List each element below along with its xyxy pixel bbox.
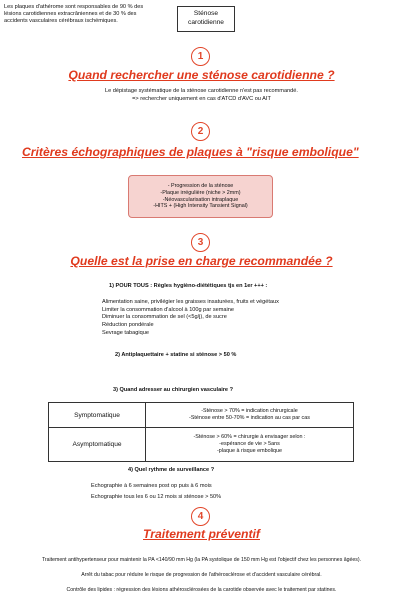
table-row (49, 403, 354, 428)
section-number-badge: 2 (191, 122, 210, 141)
prevention-paragraph: Contrôle des lipides : régression des lésions athérosclérosées de la carotide observée avec le traitement par statines. (66, 587, 337, 593)
section-number-badge: 1 (191, 47, 210, 66)
criteria-line: -Sténose > 60% = chirurgie à envisager selon : (193, 433, 306, 440)
section-title-3: Quelle est la prise en charge recommandée ? (70, 254, 333, 268)
topic-box (177, 6, 235, 32)
section1-line: => rechercher uniquement en cas d'ATCD d'AVC ou AIT (132, 95, 271, 102)
q1-item: Réduction pondérale (102, 322, 154, 329)
q1-list (102, 299, 279, 338)
section-title-4: Traitement préventif (143, 527, 260, 541)
section-number-badge: 4 (191, 507, 210, 526)
criteria-line: -espérance de vie > 5ans (219, 440, 280, 447)
criteria-line: -Sténose > 70% = indication chirurgicale (201, 407, 298, 414)
q1-item: Diminuer la consommation de sel (<5g/j), de sucre (102, 314, 227, 321)
section1-line: Le dépistage systématique de la sténose carotidienne n'est pas recommandé. (105, 88, 298, 94)
section1-text (0, 88, 403, 103)
section-title-1: Quand rechercher une sténose carotidienne ? (68, 68, 335, 82)
intro-line: lésions carotidiennes extracrâniennes et de 30 % des (4, 10, 137, 17)
intro-line: accidents vasculaires cérébraux ischémiques. (4, 17, 118, 24)
row-criteria (146, 428, 354, 462)
criteria-line: -Néovascularisation intraplaque (162, 196, 239, 203)
q1-title: 1) POUR TOUS : Règles hygièno-diététiques tjs en 1er +++ : (109, 283, 268, 289)
criteria-line: -HITS + (High Intensity Tansient Signal) (153, 203, 248, 210)
table-row (49, 428, 354, 462)
q1-item: Alimentation saine, privilégier les graisses insaturées, fruits et végétaux (102, 299, 279, 305)
q1-item: Limiter la consommation d'alcool à 100g par semaine (102, 306, 234, 313)
q3-title: 3) Quand adresser au chirurgien vasculaire ? (113, 387, 234, 393)
topic-line: Sténose (193, 10, 219, 18)
q4-item: Echographie à 6 semaines post op puis à 6 mois (91, 483, 212, 489)
q2-title: 2) Antiplaquettaire + statine si sténose > 50 % (115, 352, 237, 358)
criteria-line: - Progression de la sténose (167, 182, 234, 189)
surgery-table (48, 402, 354, 462)
criteria-line: -Plaque irrégulière (niche > 2mm) (160, 189, 241, 196)
criteria-line: -Sténose entre 50-70% = indication au cas par cas (189, 415, 310, 421)
prevention-paragraph: Arrêt du tabac pour réduire le risque de progression de l'athérosclérose et d'accident vasculaire cérébral. (81, 572, 322, 578)
q4-item: Echographie tous les 6 ou 12 mois si sténose > 50% (91, 493, 222, 500)
row-label: Asymptomatique (49, 428, 146, 462)
intro-text (4, 4, 164, 25)
q4-list (91, 481, 221, 502)
topic-line: carotidienne (188, 19, 224, 26)
prevention-paragraph: Traitement antihypertenseur pour maintenir la PA <140/90 mm Hg (la PA systolique de 150 mm Hg est l'objectif chez les personnes âgées). (41, 557, 362, 563)
criteria-box (128, 175, 273, 218)
criteria-line: -plaque à risque embolique (216, 448, 283, 455)
row-label: Symptomatique (49, 403, 146, 428)
row-criteria (146, 403, 354, 428)
section-title-2: Critères échographiques de plaques à "risque embolique" (22, 145, 359, 159)
intro-line: Les plaques d'athérome sont responsables de 90 % des (4, 4, 144, 10)
q1-item: Sevrage tabagique (102, 329, 149, 336)
q4-title: 4) Quel rythme de surveillance ? (128, 467, 215, 473)
section-number-badge: 3 (191, 233, 210, 252)
